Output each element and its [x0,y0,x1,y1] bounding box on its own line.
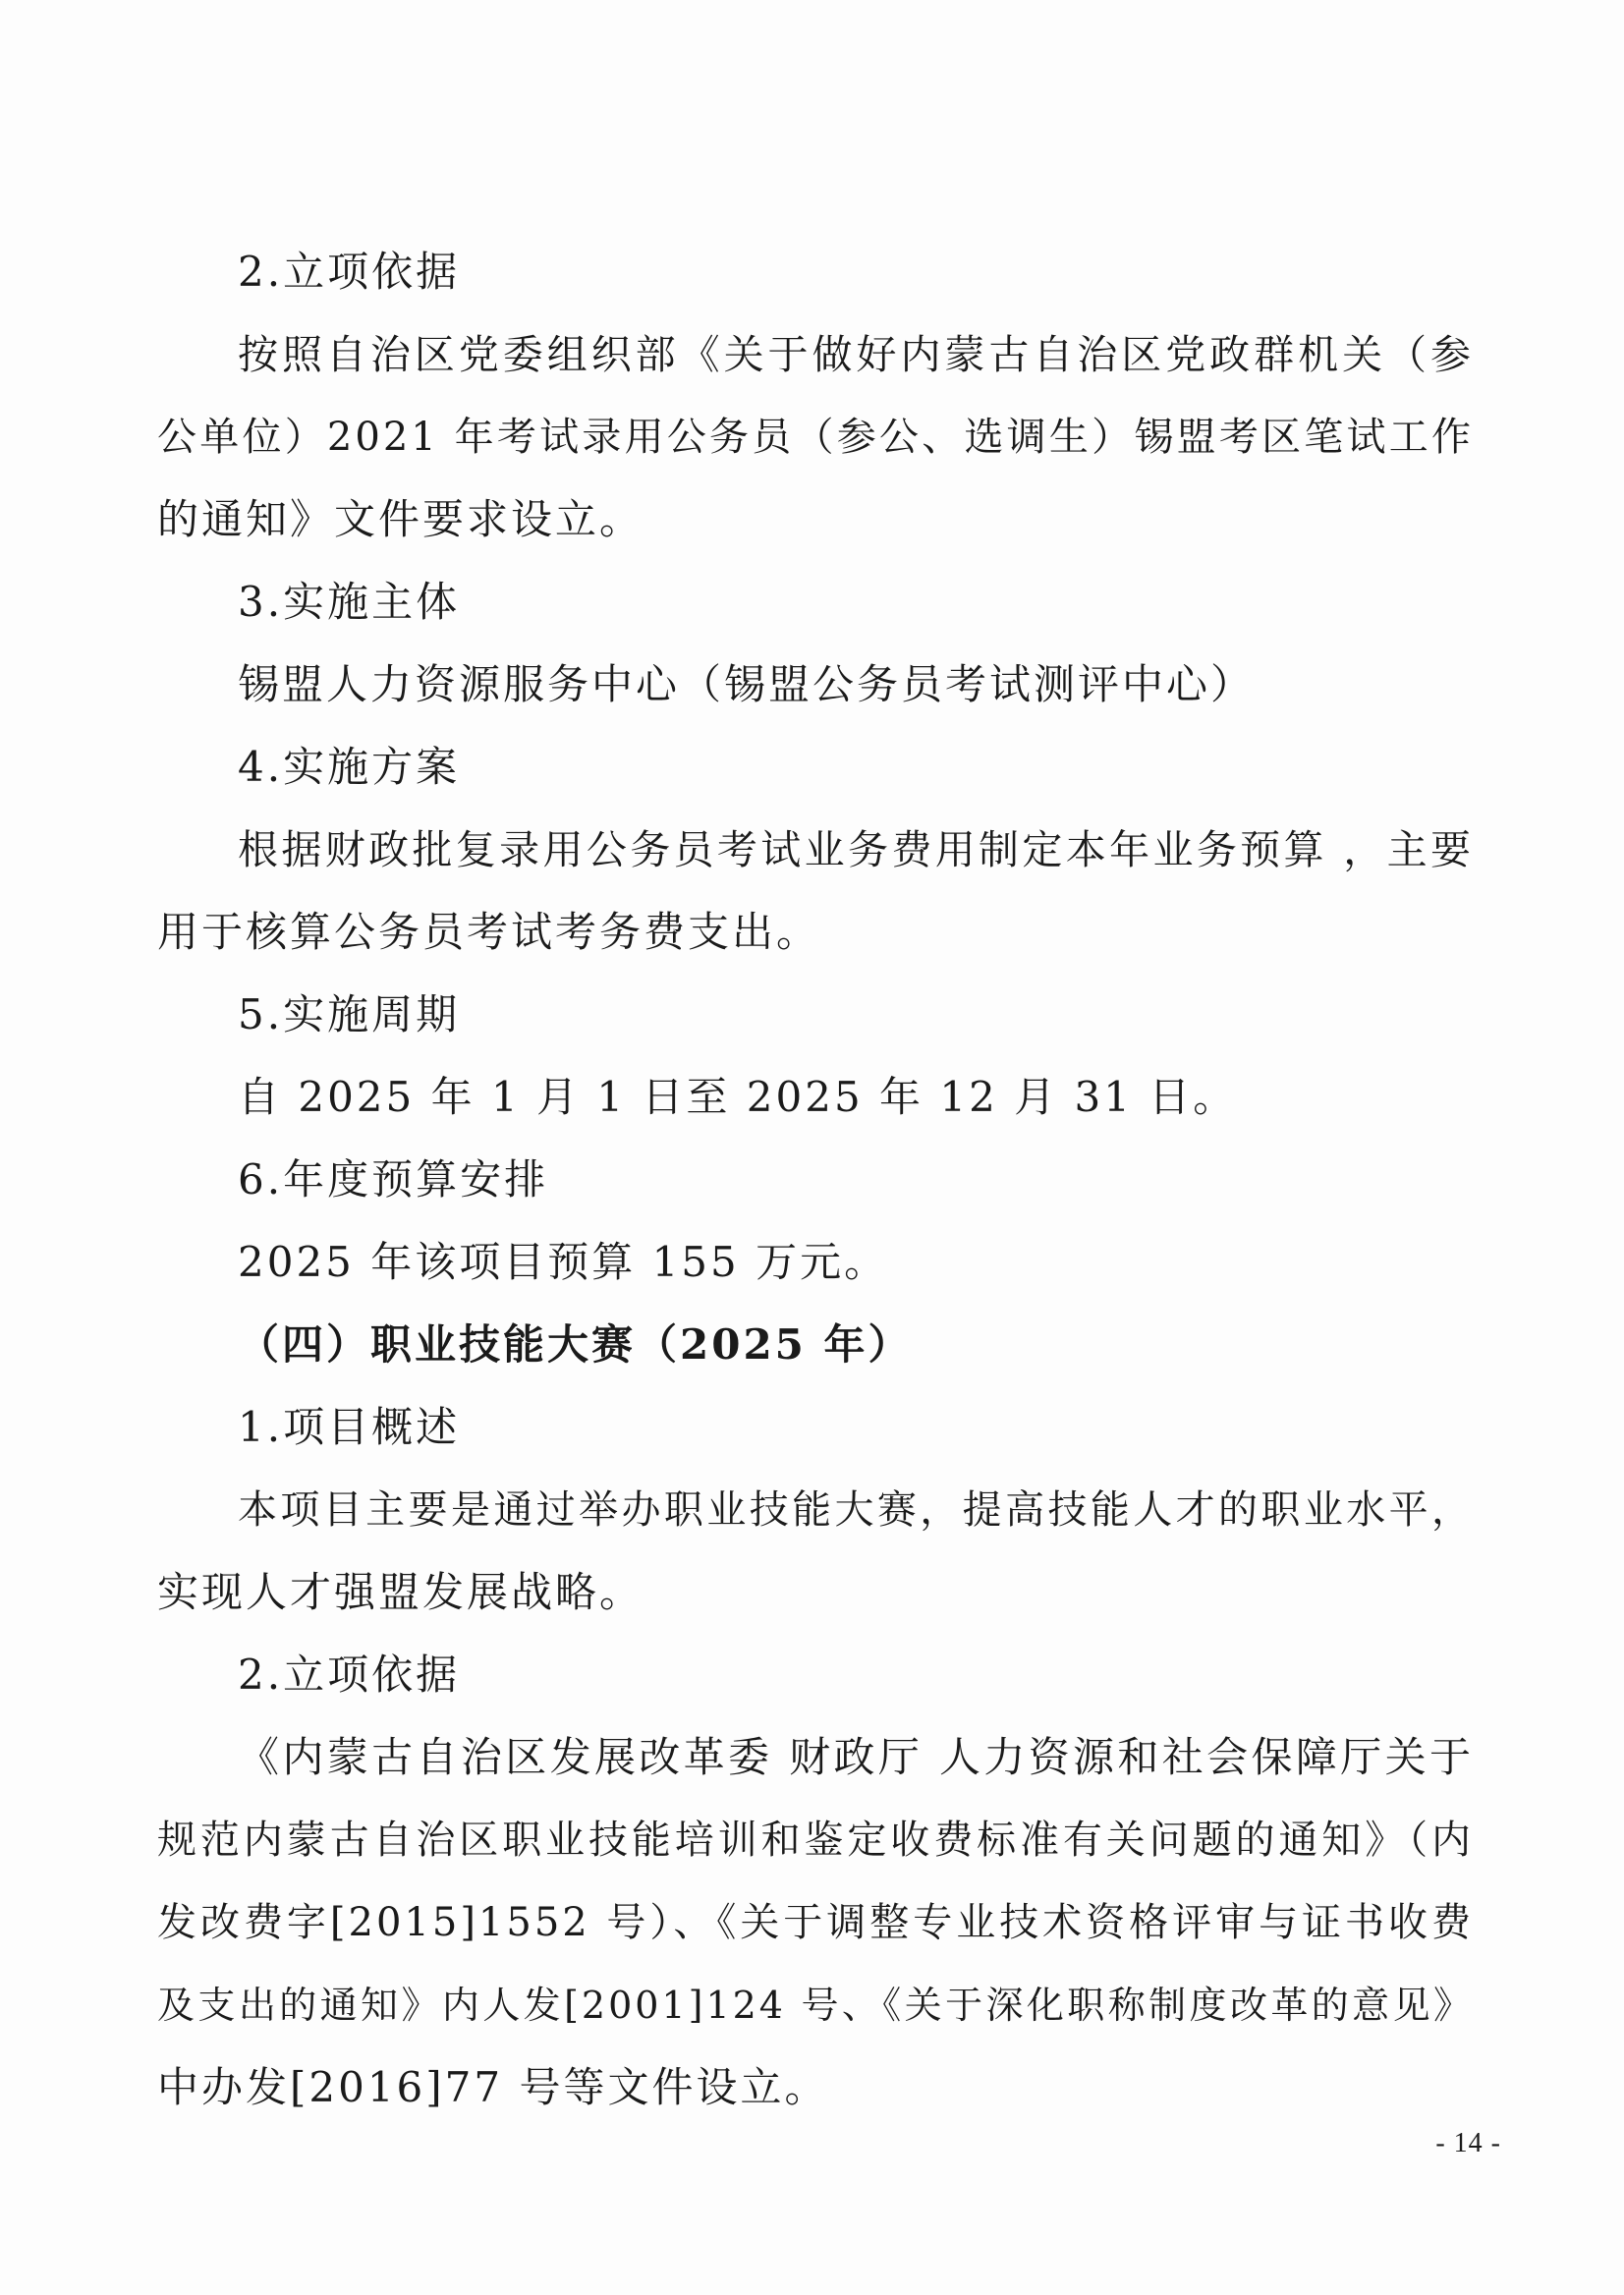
paragraph-line: 锡盟人力资源服务中心（锡盟公务员考试测评中心） [238,660,1256,708]
paragraph-line: 根据财政批复录用公务员考试业务费用制定本年业务预算 ，主要 [238,826,1474,873]
section-heading: 4.实施方案 [238,743,461,791]
paragraph-line: 2025 年该项目预算 155 万元。 [238,1238,889,1286]
page-number: - 14 - [1435,2128,1501,2158]
paragraph-line: 自 2025 年 1 月 1 日至 2025 年 12 月 31 日。 [238,1073,1238,1121]
chapter-heading: （四）职业技能大赛（2025 年） [238,1320,913,1369]
paragraph-line: 本项目主要是通过举办职业技能大赛，提高技能人才的职业水平， [238,1487,1474,1533]
section-heading: 3.实施主体 [238,578,461,626]
paragraph-line: 发改费字[2015]1552 号）、《关于调整专业技术资格评审与证书收费 [157,1900,1474,1945]
section-heading: 5.实施周期 [238,990,461,1038]
section-heading: 2.立项依据 [238,1651,461,1699]
paragraph-line: 按照自治区党委组织部《关于做好内蒙古自治区党政群机关（参 [238,331,1474,378]
document-body [157,231,1474,2129]
section-heading: 6.年度预算安排 [238,1155,549,1203]
section-heading: 1.项目概述 [238,1403,461,1451]
paragraph-line: 规范内蒙古自治区职业技能培训和鉴定收费标准有关问题的通知》（内 [157,1818,1474,1863]
paragraph-line: 用于核算公务员考试考务费支出。 [157,908,821,956]
paragraph-line: 的通知》文件要求设立。 [157,495,644,543]
paragraph-line: 实现人才强盟发展战略。 [157,1568,644,1616]
section-heading: 2.立项依据 [238,248,461,296]
paragraph-line: 中办发[2016]77 号等文件设立。 [157,2063,829,2111]
paragraph-line: 《内蒙古自治区发展改革委 财政厅 人力资源和社会保障厅关于 [238,1733,1474,1781]
paragraph-line: 及支出的通知》内人发[2001]124 号、《关于深化职称制度改革的意见》 [157,1984,1474,2027]
paragraph-line: 公单位）2021 年考试录用公务员（参公、选调生）锡盟考区笔试工作 [157,415,1474,460]
